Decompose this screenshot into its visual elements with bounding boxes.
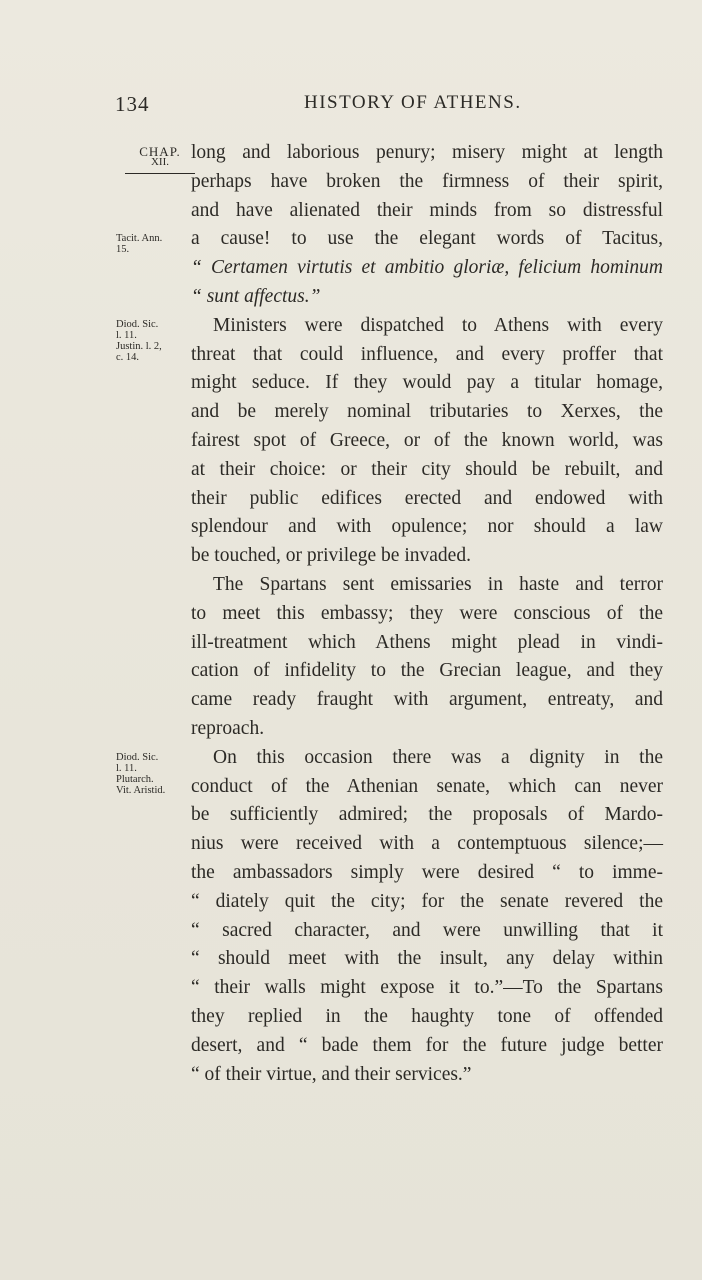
chapter-rule — [125, 173, 195, 174]
sidenote-diodorus-plutarch — [116, 752, 165, 796]
text-line: reproach. — [191, 717, 265, 739]
quotation-line: “ sunt affectus.” — [191, 285, 321, 307]
text-line: and be merely nominal tributaries to Xerxes, the — [191, 401, 663, 423]
text-line: “ sacred character, and were unwilling that it — [191, 919, 663, 941]
sidenote-line: l. 11. — [116, 330, 137, 341]
text-line: might seduce. If they would pay a titular homage, — [191, 372, 663, 394]
text-line: “ diately quit the city; for the senate revered the — [191, 890, 663, 912]
page-number: 134 — [115, 92, 150, 116]
quotation-line: “ Certamen virtutis et ambitio gloriæ, felicium hominum — [191, 257, 663, 279]
running-title: HISTORY OF ATHENS. — [304, 92, 522, 113]
body-text — [191, 139, 663, 1089]
text-line: be sufficiently admired; the proposals of Mardo- — [191, 804, 663, 826]
text-line: nius were received with a contemptuous silence;— — [191, 833, 663, 855]
chapter-marker — [130, 146, 190, 174]
text-line: they replied in the haughty tone of offended — [191, 1005, 663, 1027]
sidenote-diodorus-justin — [116, 319, 162, 363]
text-line: their public edifices erected and endowed with — [191, 487, 663, 509]
text-line: perhaps have broken the firmness of their spirit, — [191, 170, 663, 192]
text-line: a cause! to use the elegant words of Tacitus, — [191, 228, 663, 250]
page-header — [0, 92, 702, 122]
sidenote-line: c. 14. — [116, 352, 140, 363]
sidenote-line: Diod. Sic. — [116, 752, 159, 763]
text-line: ill-treatment which Athens might plead in vindi- — [191, 631, 663, 653]
text-line: conduct of the Athenian senate, which can never — [191, 775, 663, 797]
text-line: desert, and “ bade them for the future judge better — [191, 1034, 663, 1056]
text-line: long and laborious penury; misery might at length — [191, 142, 663, 163]
sidenote-line: l. 11. — [116, 763, 137, 774]
sidenote-tacitus — [116, 233, 162, 255]
text-line: the ambassadors simply were desired “ to imme- — [191, 861, 663, 883]
text-line: threat that could influence, and every proffer that — [191, 343, 663, 365]
text-line: be touched, or privilege be invaded. — [191, 545, 471, 567]
sidenote-line: Justin. l. 2, — [116, 341, 162, 352]
text-line: and have alienated their minds from so distressful — [191, 199, 663, 221]
sidenote-line: Tacit. Ann. — [116, 233, 163, 244]
paragraph-start: Ministers were dispatched to Athens with every — [213, 314, 663, 336]
sidenote-line: Vit. Aristid. — [116, 785, 166, 796]
text-line: “ of their virtue, and their services.” — [191, 1063, 472, 1085]
sidenote-line: Diod. Sic. — [116, 319, 159, 330]
text-line: “ should meet with the insult, any delay within — [191, 948, 663, 970]
sidenote-line: 15. — [116, 244, 130, 255]
text-line: came ready fraught with argument, entreaty, and — [191, 689, 663, 711]
text-line: cation of infidelity to the Grecian league, and they — [191, 660, 663, 682]
sidenote-line: Plutarch. — [116, 774, 154, 785]
paragraph-start: The Spartans sent emissaries in haste and terror — [213, 573, 663, 595]
chapter-number: XII. — [150, 156, 170, 168]
paragraph-start: On this occasion there was a dignity in the — [213, 746, 663, 768]
chapter-label: CHAP. — [139, 144, 181, 159]
text-line: to meet this embassy; they were conscious of the — [191, 602, 663, 624]
text-line: fairest spot of Greece, or of the known world, was — [191, 429, 663, 451]
text-line: “ their walls might expose it to.”—To the Spartans — [191, 977, 663, 999]
text-line: splendour and with opulence; nor should a law — [191, 516, 663, 538]
text-line: at their choice: or their city should be rebuilt, and — [191, 458, 663, 480]
